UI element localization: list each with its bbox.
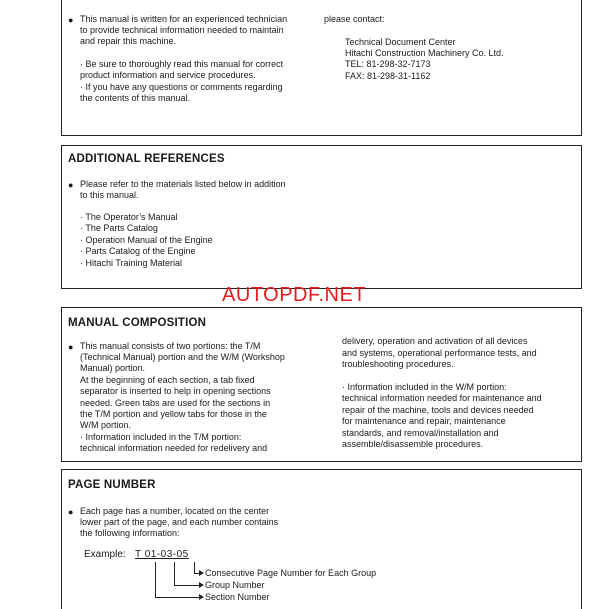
intro-sub-3: · If you have any questions or comments regarding <box>80 82 283 92</box>
callout-page: Consecutive Page Number for Each Group <box>205 568 377 578</box>
reference-item: · Parts Catalog of the Engine <box>80 246 196 256</box>
intro-box <box>61 0 582 136</box>
reference-item: · Hitachi Training Material <box>80 258 183 268</box>
page-number-lead-1: Each page has a number, located on the center <box>80 506 270 516</box>
reference-item: · Operation Manual of the Engine <box>80 235 213 245</box>
callout-section: Section Number <box>205 592 270 602</box>
intro-sub-2: product information and service procedures. <box>80 70 256 80</box>
connector-line <box>155 597 199 598</box>
composition-left-6: needed. Green tabs are used for the sections in <box>80 398 271 408</box>
watermark: AUTOPDF.NET <box>222 284 367 306</box>
composition-left-5: separator is inserted to help in opening sections <box>80 386 271 396</box>
composition-right-2: and systems, operational performance tests, and <box>342 348 537 358</box>
reference-item: · The Parts Catalog <box>80 223 158 233</box>
example-label: Example: <box>84 549 126 560</box>
intro-line-1: This manual is written for an experienced technician <box>80 14 288 24</box>
reference-item: · The Operator’s Manual <box>80 212 178 222</box>
composition-left-8: W/M portion. <box>80 420 132 430</box>
bullet-icon: ● <box>68 507 74 517</box>
arrow-right-icon <box>199 570 204 576</box>
page-number-lead-2: lower part of the page, and each number contains <box>80 517 279 527</box>
intro-sub-1: · Be sure to thoroughly read this manual for correct <box>80 59 284 69</box>
composition-left-9: · Information included in the T/M portion: <box>80 432 242 442</box>
references-lead-2: to this manual. <box>80 190 139 200</box>
example-page-number: T 01-03-05 <box>135 549 189 560</box>
composition-left-1: This manual consists of two portions: the T/M <box>80 341 261 351</box>
composition-left-3: Manual) portion. <box>80 363 146 373</box>
arrow-right-icon <box>199 594 204 600</box>
contact-lead: please contact: <box>324 14 385 24</box>
bullet-icon: ● <box>68 180 74 190</box>
references-lead-1: Please refer to the materials listed below in addition <box>80 179 286 189</box>
contact-org: Technical Document Center <box>345 37 456 47</box>
composition-left-2: (Technical Manual) portion and the W/M (Workshop <box>80 352 285 362</box>
composition-box <box>61 307 582 462</box>
composition-left-10: technical information needed for redelivery and <box>80 443 268 453</box>
page-number-lead-3: the following information: <box>80 528 180 538</box>
composition-left-4: At the beginning of each section, a tab fixed <box>80 375 255 385</box>
intro-line-3: and repair this machine. <box>80 36 177 46</box>
references-title: ADDITIONAL REFERENCES <box>68 153 225 165</box>
connector-line <box>174 562 175 586</box>
composition-right-1: delivery, operation and activation of all devices <box>342 336 528 346</box>
composition-right-5: · Information included in the W/M portion: <box>342 382 507 392</box>
connector-line <box>174 585 199 586</box>
connector-line <box>155 562 156 598</box>
page-number-title: PAGE NUMBER <box>68 479 156 491</box>
composition-right-10: assemble/disassemble procedures. <box>342 439 484 449</box>
contact-fax: FAX: 81-298-31-1162 <box>345 71 431 81</box>
intro-sub-4: the contents of this manual. <box>80 93 191 103</box>
composition-right-6: technical information needed for maintenance and <box>342 393 542 403</box>
bullet-icon: ● <box>68 342 74 352</box>
contact-company: Hitachi Construction Machinery Co. Ltd. <box>345 48 504 58</box>
composition-left-7: the T/M portion and yellow tabs for those in the <box>80 409 267 419</box>
page-number-box <box>61 469 582 609</box>
references-box <box>61 145 582 289</box>
composition-right-3: troubleshooting procedures. <box>342 359 454 369</box>
bullet-icon: ● <box>68 15 74 25</box>
composition-title: MANUAL COMPOSITION <box>68 317 207 329</box>
intro-line-2: to provide technical information needed to maintain <box>80 25 284 35</box>
composition-right-7: repair of the machine, tools and devices needed <box>342 405 534 415</box>
arrow-right-icon <box>199 582 204 588</box>
contact-tel: TEL: 81-298-32-7173 <box>345 59 431 69</box>
composition-right-9: standards, and removal/installation and <box>342 428 499 438</box>
callout-group: Group Number <box>205 580 265 590</box>
composition-right-8: for maintenance and repair, maintenance <box>342 416 506 426</box>
